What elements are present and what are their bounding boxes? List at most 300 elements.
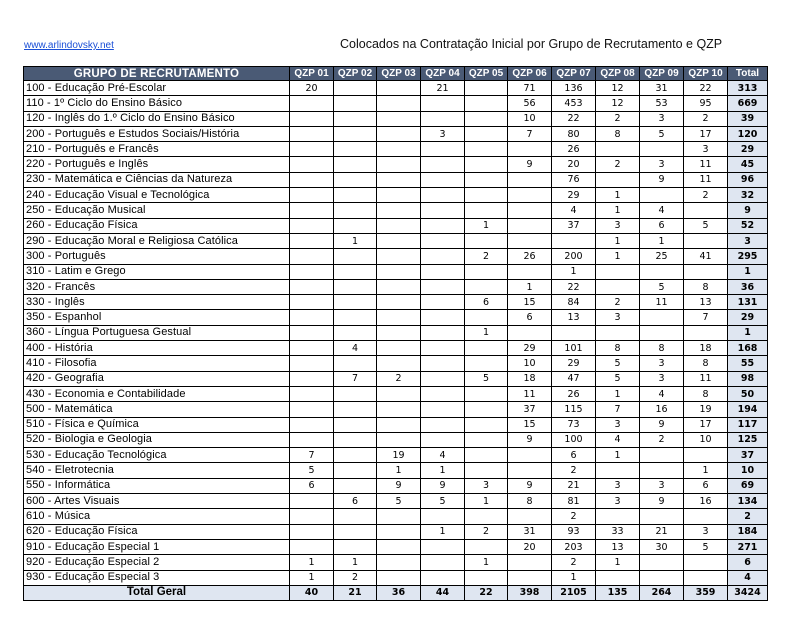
value-cell: 3 bbox=[640, 371, 684, 386]
value-cell: 1 bbox=[421, 524, 465, 539]
value-cell bbox=[465, 96, 508, 111]
row-total-cell: 1 bbox=[728, 325, 768, 340]
value-cell: 22 bbox=[552, 111, 596, 126]
value-cell: 8 bbox=[684, 386, 728, 401]
value-cell: 5 bbox=[596, 371, 640, 386]
value-cell: 17 bbox=[684, 417, 728, 432]
value-cell bbox=[334, 432, 377, 447]
group-cell: 400 - História bbox=[24, 341, 290, 356]
value-cell: 20 bbox=[290, 81, 334, 96]
value-cell bbox=[334, 279, 377, 294]
value-cell: 21 bbox=[640, 524, 684, 539]
value-cell: 115 bbox=[552, 402, 596, 417]
value-cell: 15 bbox=[508, 295, 552, 310]
value-cell bbox=[334, 402, 377, 417]
value-cell: 1 bbox=[596, 555, 640, 570]
value-cell bbox=[290, 509, 334, 524]
recruitment-table bbox=[23, 66, 768, 601]
value-cell: 2 bbox=[465, 524, 508, 539]
value-cell bbox=[377, 203, 421, 218]
value-cell: 3 bbox=[465, 478, 508, 493]
value-cell: 2 bbox=[552, 509, 596, 524]
value-cell: 21 bbox=[552, 478, 596, 493]
value-cell bbox=[290, 249, 334, 264]
value-cell bbox=[421, 555, 465, 570]
value-cell bbox=[596, 279, 640, 294]
value-cell bbox=[465, 356, 508, 371]
value-cell bbox=[290, 295, 334, 310]
row-total-cell: 134 bbox=[728, 494, 768, 509]
value-cell bbox=[421, 509, 465, 524]
value-cell bbox=[508, 555, 552, 570]
column-header: QZP 08 bbox=[596, 67, 640, 81]
value-cell: 17 bbox=[684, 126, 728, 141]
group-cell: 910 - Educação Especial 1 bbox=[24, 539, 290, 554]
value-cell: 2 bbox=[465, 249, 508, 264]
value-cell bbox=[508, 188, 552, 203]
value-cell bbox=[421, 295, 465, 310]
value-cell bbox=[465, 402, 508, 417]
group-cell: 260 - Educação Física bbox=[24, 218, 290, 233]
value-cell bbox=[552, 325, 596, 340]
value-cell bbox=[684, 264, 728, 279]
value-cell bbox=[508, 325, 552, 340]
value-cell bbox=[596, 509, 640, 524]
value-cell: 29 bbox=[552, 188, 596, 203]
row-total-cell: 125 bbox=[728, 432, 768, 447]
group-cell: 620 - Educação Física bbox=[24, 524, 290, 539]
value-cell bbox=[465, 233, 508, 248]
value-cell bbox=[596, 172, 640, 187]
value-cell bbox=[334, 478, 377, 493]
value-cell: 100 bbox=[552, 432, 596, 447]
value-cell: 3 bbox=[596, 310, 640, 325]
value-cell: 10 bbox=[508, 356, 552, 371]
value-cell: 1 bbox=[465, 218, 508, 233]
column-total-cell: 264 bbox=[640, 585, 684, 600]
table-row bbox=[24, 478, 768, 493]
group-cell: 510 - Física e Química bbox=[24, 417, 290, 432]
value-cell: 81 bbox=[552, 494, 596, 509]
value-cell bbox=[377, 310, 421, 325]
value-cell: 80 bbox=[552, 126, 596, 141]
value-cell: 8 bbox=[508, 494, 552, 509]
group-cell: 530 - Educação Tecnológica bbox=[24, 448, 290, 463]
row-total-cell: 131 bbox=[728, 295, 768, 310]
value-cell bbox=[684, 555, 728, 570]
column-header-group: GRUPO DE RECRUTAMENTO bbox=[24, 67, 290, 81]
value-cell bbox=[377, 509, 421, 524]
table-row bbox=[24, 279, 768, 294]
group-cell: 350 - Espanhol bbox=[24, 310, 290, 325]
value-cell: 8 bbox=[684, 279, 728, 294]
value-cell: 26 bbox=[552, 386, 596, 401]
value-cell bbox=[421, 249, 465, 264]
value-cell: 11 bbox=[640, 295, 684, 310]
column-total-cell: 2105 bbox=[552, 585, 596, 600]
value-cell bbox=[508, 264, 552, 279]
value-cell bbox=[334, 172, 377, 187]
row-total-cell: 52 bbox=[728, 218, 768, 233]
value-cell: 2 bbox=[377, 371, 421, 386]
value-cell: 6 bbox=[290, 478, 334, 493]
value-cell: 6 bbox=[640, 218, 684, 233]
value-cell: 11 bbox=[508, 386, 552, 401]
value-cell bbox=[377, 188, 421, 203]
group-cell: 360 - Língua Portuguesa Gestual bbox=[24, 325, 290, 340]
row-total-cell: 32 bbox=[728, 188, 768, 203]
value-cell bbox=[334, 157, 377, 172]
value-cell bbox=[377, 111, 421, 126]
value-cell bbox=[640, 264, 684, 279]
row-total-cell: 1 bbox=[728, 264, 768, 279]
value-cell: 22 bbox=[684, 81, 728, 96]
group-cell: 290 - Educação Moral e Religiosa Católica bbox=[24, 233, 290, 248]
value-cell bbox=[290, 111, 334, 126]
value-cell bbox=[290, 356, 334, 371]
value-cell bbox=[508, 570, 552, 585]
value-cell: 18 bbox=[508, 371, 552, 386]
value-cell bbox=[421, 218, 465, 233]
value-cell bbox=[640, 325, 684, 340]
value-cell bbox=[508, 509, 552, 524]
value-cell bbox=[377, 249, 421, 264]
column-header: QZP 04 bbox=[421, 67, 465, 81]
value-cell: 56 bbox=[508, 96, 552, 111]
row-total-cell: 39 bbox=[728, 111, 768, 126]
value-cell: 2 bbox=[596, 111, 640, 126]
value-cell bbox=[334, 264, 377, 279]
value-cell: 9 bbox=[508, 478, 552, 493]
value-cell bbox=[334, 463, 377, 478]
value-cell bbox=[640, 448, 684, 463]
value-cell: 95 bbox=[684, 96, 728, 111]
value-cell bbox=[421, 341, 465, 356]
table-row bbox=[24, 386, 768, 401]
table-row bbox=[24, 463, 768, 478]
value-cell bbox=[290, 279, 334, 294]
row-total-cell: 10 bbox=[728, 463, 768, 478]
total-geral-label: Total Geral bbox=[24, 585, 290, 600]
value-cell bbox=[465, 310, 508, 325]
value-cell bbox=[377, 126, 421, 141]
value-cell: 1 bbox=[334, 233, 377, 248]
value-cell bbox=[334, 448, 377, 463]
value-cell bbox=[377, 81, 421, 96]
value-cell: 53 bbox=[640, 96, 684, 111]
value-cell: 11 bbox=[684, 371, 728, 386]
table-header-row bbox=[24, 67, 768, 81]
group-cell: 540 - Eletrotecnia bbox=[24, 463, 290, 478]
value-cell: 1 bbox=[290, 555, 334, 570]
column-header: QZP 06 bbox=[508, 67, 552, 81]
value-cell: 203 bbox=[552, 539, 596, 554]
value-cell bbox=[334, 81, 377, 96]
value-cell: 2 bbox=[684, 111, 728, 126]
value-cell bbox=[334, 356, 377, 371]
value-cell: 6 bbox=[552, 448, 596, 463]
value-cell bbox=[465, 432, 508, 447]
value-cell: 5 bbox=[290, 463, 334, 478]
value-cell bbox=[421, 371, 465, 386]
value-cell bbox=[377, 341, 421, 356]
value-cell: 9 bbox=[640, 172, 684, 187]
column-header: Total bbox=[728, 67, 768, 81]
value-cell bbox=[465, 509, 508, 524]
group-cell: 330 - Inglês bbox=[24, 295, 290, 310]
group-cell: 220 - Português e Inglês bbox=[24, 157, 290, 172]
value-cell bbox=[290, 386, 334, 401]
table-row bbox=[24, 555, 768, 570]
value-cell: 2 bbox=[334, 570, 377, 585]
table-row bbox=[24, 249, 768, 264]
value-cell bbox=[377, 233, 421, 248]
column-header: QZP 10 bbox=[684, 67, 728, 81]
table-row bbox=[24, 81, 768, 96]
value-cell: 3 bbox=[596, 478, 640, 493]
value-cell bbox=[421, 356, 465, 371]
row-total-cell: 295 bbox=[728, 249, 768, 264]
value-cell: 5 bbox=[684, 539, 728, 554]
column-total-cell: 36 bbox=[377, 585, 421, 600]
value-cell: 6 bbox=[465, 295, 508, 310]
value-cell bbox=[334, 218, 377, 233]
value-cell: 4 bbox=[640, 386, 684, 401]
value-cell bbox=[290, 402, 334, 417]
value-cell: 31 bbox=[640, 81, 684, 96]
value-cell: 6 bbox=[508, 310, 552, 325]
value-cell: 1 bbox=[508, 279, 552, 294]
value-cell: 4 bbox=[421, 448, 465, 463]
value-cell bbox=[377, 157, 421, 172]
value-cell bbox=[640, 463, 684, 478]
value-cell bbox=[465, 203, 508, 218]
value-cell bbox=[552, 233, 596, 248]
value-cell bbox=[508, 233, 552, 248]
value-cell bbox=[640, 555, 684, 570]
value-cell bbox=[465, 417, 508, 432]
table-row bbox=[24, 570, 768, 585]
value-cell bbox=[334, 96, 377, 111]
group-cell: 320 - Francês bbox=[24, 279, 290, 294]
value-cell: 20 bbox=[552, 157, 596, 172]
value-cell: 4 bbox=[334, 341, 377, 356]
value-cell bbox=[596, 142, 640, 157]
value-cell: 2 bbox=[596, 157, 640, 172]
value-cell bbox=[377, 356, 421, 371]
value-cell bbox=[640, 142, 684, 157]
table-row bbox=[24, 310, 768, 325]
table-row bbox=[24, 218, 768, 233]
value-cell bbox=[377, 570, 421, 585]
value-cell: 5 bbox=[684, 218, 728, 233]
value-cell: 84 bbox=[552, 295, 596, 310]
value-cell bbox=[465, 188, 508, 203]
table-row bbox=[24, 341, 768, 356]
row-total-cell: 271 bbox=[728, 539, 768, 554]
value-cell bbox=[334, 509, 377, 524]
value-cell: 8 bbox=[640, 341, 684, 356]
table-row bbox=[24, 539, 768, 554]
value-cell: 1 bbox=[552, 570, 596, 585]
group-cell: 210 - Português e Francês bbox=[24, 142, 290, 157]
table-row bbox=[24, 325, 768, 340]
table-row bbox=[24, 448, 768, 463]
value-cell: 13 bbox=[596, 539, 640, 554]
row-total-cell: 6 bbox=[728, 555, 768, 570]
value-cell bbox=[596, 463, 640, 478]
value-cell: 5 bbox=[640, 279, 684, 294]
group-cell: 250 - Educação Musical bbox=[24, 203, 290, 218]
value-cell: 6 bbox=[334, 494, 377, 509]
value-cell bbox=[508, 463, 552, 478]
value-cell bbox=[334, 203, 377, 218]
value-cell: 30 bbox=[640, 539, 684, 554]
group-cell: 500 - Matemática bbox=[24, 402, 290, 417]
value-cell bbox=[508, 172, 552, 187]
value-cell bbox=[465, 142, 508, 157]
value-cell bbox=[334, 539, 377, 554]
value-cell: 37 bbox=[508, 402, 552, 417]
value-cell: 13 bbox=[552, 310, 596, 325]
value-cell: 1 bbox=[465, 555, 508, 570]
value-cell: 5 bbox=[640, 126, 684, 141]
value-cell: 3 bbox=[640, 157, 684, 172]
column-header: QZP 02 bbox=[334, 67, 377, 81]
value-cell: 31 bbox=[508, 524, 552, 539]
value-cell bbox=[377, 142, 421, 157]
value-cell bbox=[334, 310, 377, 325]
table-row bbox=[24, 172, 768, 187]
row-total-cell: 2 bbox=[728, 509, 768, 524]
value-cell: 12 bbox=[596, 81, 640, 96]
row-total-cell: 55 bbox=[728, 356, 768, 371]
row-total-cell: 98 bbox=[728, 371, 768, 386]
value-cell: 3 bbox=[640, 111, 684, 126]
value-cell: 26 bbox=[508, 249, 552, 264]
row-total-cell: 120 bbox=[728, 126, 768, 141]
value-cell bbox=[334, 142, 377, 157]
row-total-cell: 36 bbox=[728, 279, 768, 294]
value-cell: 11 bbox=[684, 172, 728, 187]
row-total-cell: 117 bbox=[728, 417, 768, 432]
value-cell bbox=[640, 188, 684, 203]
value-cell bbox=[377, 432, 421, 447]
group-cell: 410 - Filosofia bbox=[24, 356, 290, 371]
value-cell: 15 bbox=[508, 417, 552, 432]
value-cell: 1 bbox=[596, 386, 640, 401]
table-row bbox=[24, 96, 768, 111]
value-cell bbox=[684, 570, 728, 585]
value-cell: 19 bbox=[377, 448, 421, 463]
group-cell: 600 - Artes Visuais bbox=[24, 494, 290, 509]
value-cell bbox=[421, 264, 465, 279]
group-cell: 610 - Música bbox=[24, 509, 290, 524]
value-cell: 9 bbox=[508, 157, 552, 172]
value-cell bbox=[334, 188, 377, 203]
value-cell: 29 bbox=[508, 341, 552, 356]
table-row bbox=[24, 494, 768, 509]
group-cell: 920 - Educação Especial 2 bbox=[24, 555, 290, 570]
value-cell: 3 bbox=[596, 494, 640, 509]
value-cell: 76 bbox=[552, 172, 596, 187]
value-cell bbox=[290, 157, 334, 172]
value-cell: 2 bbox=[552, 463, 596, 478]
value-cell: 8 bbox=[596, 126, 640, 141]
value-cell bbox=[290, 264, 334, 279]
site-link[interactable]: www.arlindovsky.net bbox=[24, 40, 114, 51]
value-cell: 47 bbox=[552, 371, 596, 386]
value-cell bbox=[290, 432, 334, 447]
value-cell: 5 bbox=[377, 494, 421, 509]
page-title: Colocados na Contratação Inicial por Grupo de Recrutamento e QZP bbox=[340, 37, 723, 51]
value-cell bbox=[421, 203, 465, 218]
value-cell: 12 bbox=[596, 96, 640, 111]
row-total-cell: 50 bbox=[728, 386, 768, 401]
value-cell bbox=[684, 325, 728, 340]
value-cell: 9 bbox=[508, 432, 552, 447]
value-cell bbox=[290, 341, 334, 356]
table-row bbox=[24, 188, 768, 203]
value-cell: 7 bbox=[290, 448, 334, 463]
row-total-cell: 4 bbox=[728, 570, 768, 585]
value-cell: 1 bbox=[465, 494, 508, 509]
group-cell: 310 - Latim e Grego bbox=[24, 264, 290, 279]
value-cell bbox=[465, 81, 508, 96]
value-cell bbox=[421, 310, 465, 325]
table-row bbox=[24, 126, 768, 141]
column-header: QZP 07 bbox=[552, 67, 596, 81]
grand-total-cell: 3424 bbox=[728, 585, 768, 600]
column-total-cell: 22 bbox=[465, 585, 508, 600]
column-total-cell: 398 bbox=[508, 585, 552, 600]
value-cell bbox=[334, 524, 377, 539]
value-cell bbox=[508, 218, 552, 233]
column-total-cell: 359 bbox=[684, 585, 728, 600]
value-cell bbox=[290, 539, 334, 554]
value-cell bbox=[377, 279, 421, 294]
value-cell: 1 bbox=[596, 233, 640, 248]
value-cell bbox=[465, 264, 508, 279]
table-row bbox=[24, 417, 768, 432]
value-cell: 8 bbox=[596, 341, 640, 356]
value-cell bbox=[596, 264, 640, 279]
value-cell: 29 bbox=[552, 356, 596, 371]
row-total-cell: 313 bbox=[728, 81, 768, 96]
value-cell bbox=[377, 172, 421, 187]
value-cell: 1 bbox=[421, 463, 465, 478]
value-cell bbox=[290, 203, 334, 218]
value-cell: 22 bbox=[552, 279, 596, 294]
value-cell bbox=[640, 310, 684, 325]
value-cell: 4 bbox=[640, 203, 684, 218]
row-total-cell: 9 bbox=[728, 203, 768, 218]
value-cell bbox=[640, 509, 684, 524]
value-cell: 3 bbox=[640, 356, 684, 371]
value-cell bbox=[421, 188, 465, 203]
value-cell bbox=[640, 570, 684, 585]
value-cell: 1 bbox=[465, 325, 508, 340]
value-cell bbox=[421, 325, 465, 340]
value-cell: 9 bbox=[421, 478, 465, 493]
value-cell bbox=[508, 448, 552, 463]
value-cell bbox=[377, 402, 421, 417]
column-header: QZP 05 bbox=[465, 67, 508, 81]
value-cell: 4 bbox=[552, 203, 596, 218]
value-cell: 19 bbox=[684, 402, 728, 417]
value-cell: 1 bbox=[596, 188, 640, 203]
group-cell: 550 - Informática bbox=[24, 478, 290, 493]
